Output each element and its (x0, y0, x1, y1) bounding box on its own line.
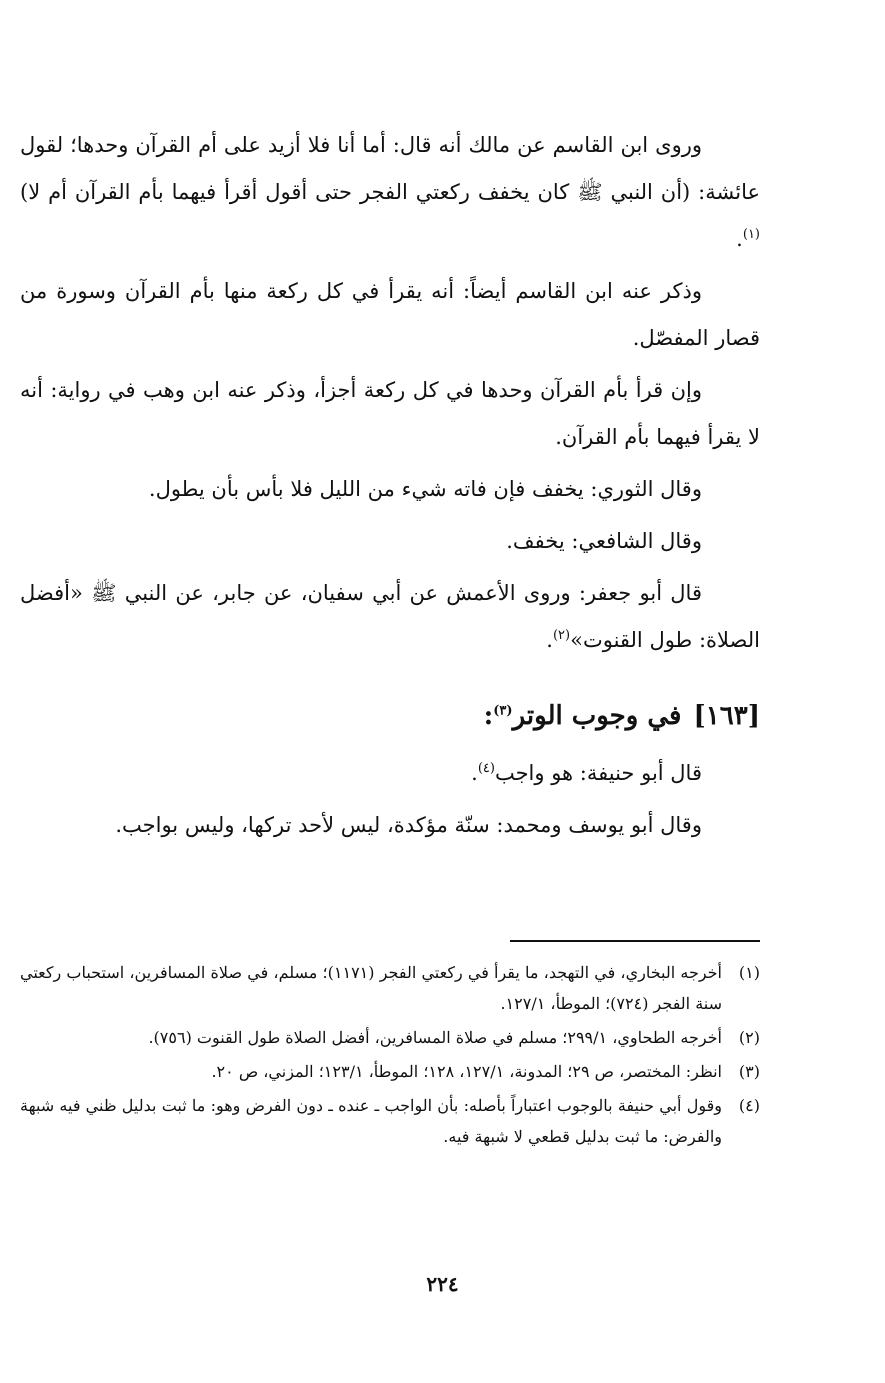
footnote-text: انظر: المختصر، ص ٢٩؛ المدونة، ١٢٧/١، ١٢٨؛ الموطأ، ١٢٣/١؛ المزني، ص ٢٠. (211, 1062, 722, 1081)
paragraph: وإن قرأ بأم القرآن وحدها في كل ركعة أجزأ، وذكر عنه ابن وهب في رواية: أنه لا يقرأ فيهما بأم القرآن. (20, 378, 760, 449)
paragraph: وقال أبو يوسف ومحمد: سنّة مؤكدة، ليس لأحد تركها، وليس بواجب. (115, 813, 702, 837)
paragraph: وقال الثوري: يخفف فإن فاته شيء من الليل فلا بأس بأن يطول. (148, 477, 702, 501)
paragraph: وقال الشافعي: يخفف. (506, 529, 702, 553)
footnote-mark: (٣) (738, 1062, 760, 1081)
footnote-mark: (١) (738, 963, 760, 982)
paragraph: وذكر عنه ابن القاسم أيضاً: أنه يقرأ في كل ركعة منها بأم القرآن وسورة من قصار المفصّل. (20, 279, 760, 350)
footnote-ref[interactable]: (٣) (493, 703, 513, 719)
paragraph: قال أبو جعفر: وروى الأعمش عن أبي سفيان، عن جابر، عن النبي ﷺ «أفضل الصلاة: طول القنوت»$^{(٢)}$. (20, 581, 760, 652)
footnote-ref[interactable]: (١) (742, 227, 760, 242)
footnotes (20, 957, 760, 1155)
paragraph: وروى ابن القاسم عن مالك أنه قال: أما أنا فلا أزيد على أم القرآن وحدها؛ لقول عائشة: (أن النبي ﷺ كان يخفف ركعتي الفجر حتى أقول أقرأ فيهما بأم القرآن أم لا)$^{(١)}$. (20, 133, 760, 251)
footnote-divider (510, 940, 760, 942)
footnote (20, 1090, 760, 1152)
footnote-text: أخرجه البخاري، في التهجد، ما يقرأ في ركعتي الفجر (١١٧١)؛ مسلم، في صلاة المسافرين، استحباب ركعتي سنة الفجر (٧٢٤)؛ الموطأ، ١٢٧/١. (20, 963, 723, 1013)
section-title: في وجوب الوتر (512, 701, 682, 731)
footnote-ref[interactable]: (٢) (552, 628, 571, 643)
main-text (20, 122, 760, 854)
footnote (20, 957, 760, 1019)
paragraph: قال أبو حنيفة: هو واجب$^{(٤)}$. (471, 761, 702, 785)
footnote-text: وقول أبي حنيفة بالوجوب اعتباراً بأصله: بأن الواجب ـ عنده ـ دون الفرض وهو: ما ثبت بدليل ظني فيه شبهة والفرض: ما ثبت بدليل قطعي لا شبهة فيه. (20, 1096, 722, 1146)
section-number: [١٦٣] (693, 701, 760, 731)
section-heading: [١٦٣]في وجوب الوتر$^{(٣)}$: (483, 701, 760, 731)
footnote-text: أخرجه الطحاوي، ٢٩٩/١؛ مسلم في صلاة المسافرين، أفضل الصلاة طول القنوت (٧٥٦). (148, 1028, 722, 1047)
footnote-ref[interactable]: (٤) (477, 761, 495, 776)
footnote (20, 1056, 760, 1087)
footnote-mark: (٤) (738, 1096, 760, 1115)
page-number: ٢٢٤ (426, 1272, 459, 1296)
footnote-mark: (٢) (738, 1028, 760, 1047)
footnote (20, 1022, 760, 1053)
